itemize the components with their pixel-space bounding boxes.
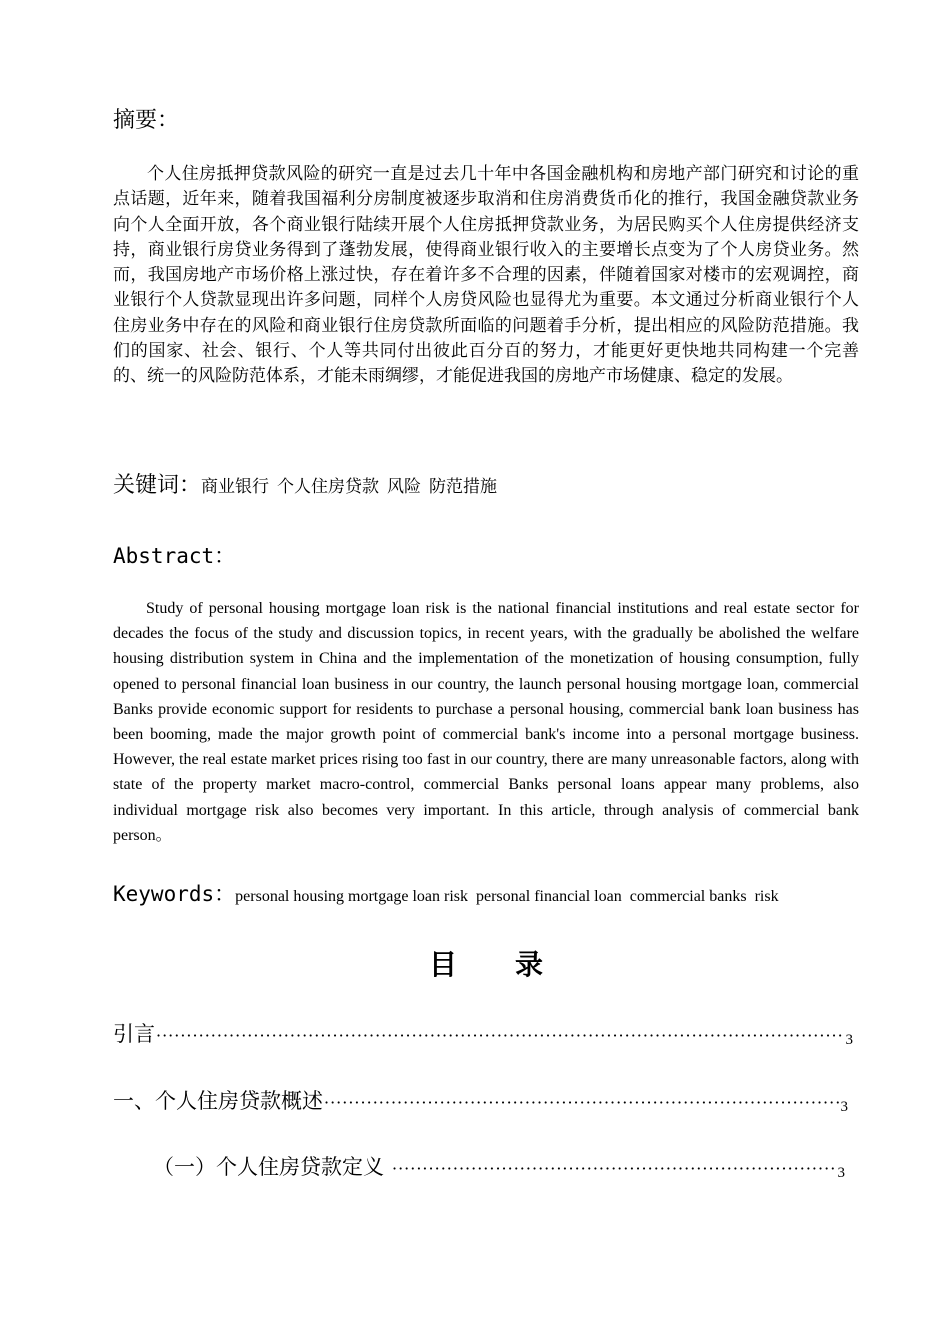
toc-entry[interactable] (113, 1018, 853, 1048)
toc-dot-leader (392, 1159, 837, 1178)
keyword-cn: 商业银行 (201, 477, 270, 497)
keyword-cn: 风险 (387, 477, 422, 497)
keyword-cn: 个人住房贷款 (277, 477, 380, 497)
keywords-en-items (235, 888, 786, 905)
abstract-en-body: Study of personal housing mortgage loan risk is the national financial institutions and real estate sector for decades the focus of the study and discussion topics, in recent years, with the gradually be abolished the welfare housing distribution system in China and the implementation of the monetization of housing consumption, fully opened to personal financial loan business in our country, the launch personal housing mortgage loan, commercial Banks provide economic support for residents to purchase a personal housing, commercial bank loan business has been booming, made the major growth point of commercial bank's income into a personal mortgage business. However, the real estate market prices rising too fast in our country, there are many unreasonable factors, along with state of the property market macro-control, commercial Banks personal loans appear many problems, also individual mortgage risk also becomes very important. In this article, through analysis of commercial bank person。 (113, 600, 859, 844)
toc-entry[interactable] (113, 1085, 848, 1115)
toc-entry-page: 3 (837, 1165, 845, 1181)
keyword-en: personal financial loan (476, 888, 622, 905)
keywords-cn-line (113, 468, 505, 499)
keyword-en: risk (754, 888, 779, 905)
toc-entry-label: 一、个人住房贷款概述 (113, 1089, 323, 1113)
abstract-en-heading: Abstract： (113, 544, 236, 568)
keywords-en-line (113, 878, 787, 908)
toc-dot-leader (156, 1026, 845, 1045)
abstract-cn-heading: 摘要： (113, 108, 180, 133)
toc-dot-leader (324, 1093, 840, 1112)
toc-title: 目录 (428, 948, 601, 981)
toc-entry-page: 3 (845, 1032, 853, 1048)
keyword-cn: 防范措施 (429, 477, 498, 497)
keywords-cn-items (201, 477, 505, 497)
keyword-en: commercial banks (629, 888, 747, 905)
abstract-cn-body: 个人住房抵押贷款风险的研究一直是过去几十年中各国金融机构和房地产部门研究和讨论的重点话题，近年来，随着我国福利分房制度被逐步取消和住房消费货币化的推行，我国金融贷款业务向个人全面开放，各个商业银行陆续开展个人住房抵押贷款业务，为居民购买个人住房提供经济支持，商业银行房贷业务得到了蓬勃发展，使得商业银行收入的主要增长点变为了个人房贷业务。然而，我国房地产市场价格上涨过快，存在着许多不合理的因素，伴随着国家对楼市的宏观调控，商业银行个人贷款显现出许多问题，同样个人房贷风险也显得尤为重要。本文通过分析商业银行个人住房业务中存在的风险和商业银行住房贷款所面临的问题着手分析，提出相应的风险防范措施。我们的国家、社会、银行、个人等共同付出彼此百分百的努力，才能更好更快地共同构建一个完善的、统一的风险防范体系，才能未雨绸缪，才能促进我国的房地产市场健康、稳定的发展。 (113, 164, 859, 387)
toc-entry-label: （一）个人住房贷款定义 (153, 1155, 384, 1179)
keywords-cn-label: 关键词： (113, 473, 202, 498)
toc-entry[interactable] (153, 1151, 845, 1181)
toc-entry-label: 引言 (113, 1022, 155, 1046)
keyword-en: personal housing mortgage loan risk (235, 888, 468, 905)
keywords-en-label: Keywords： (113, 882, 236, 906)
toc-entry-page: 3 (840, 1099, 848, 1115)
